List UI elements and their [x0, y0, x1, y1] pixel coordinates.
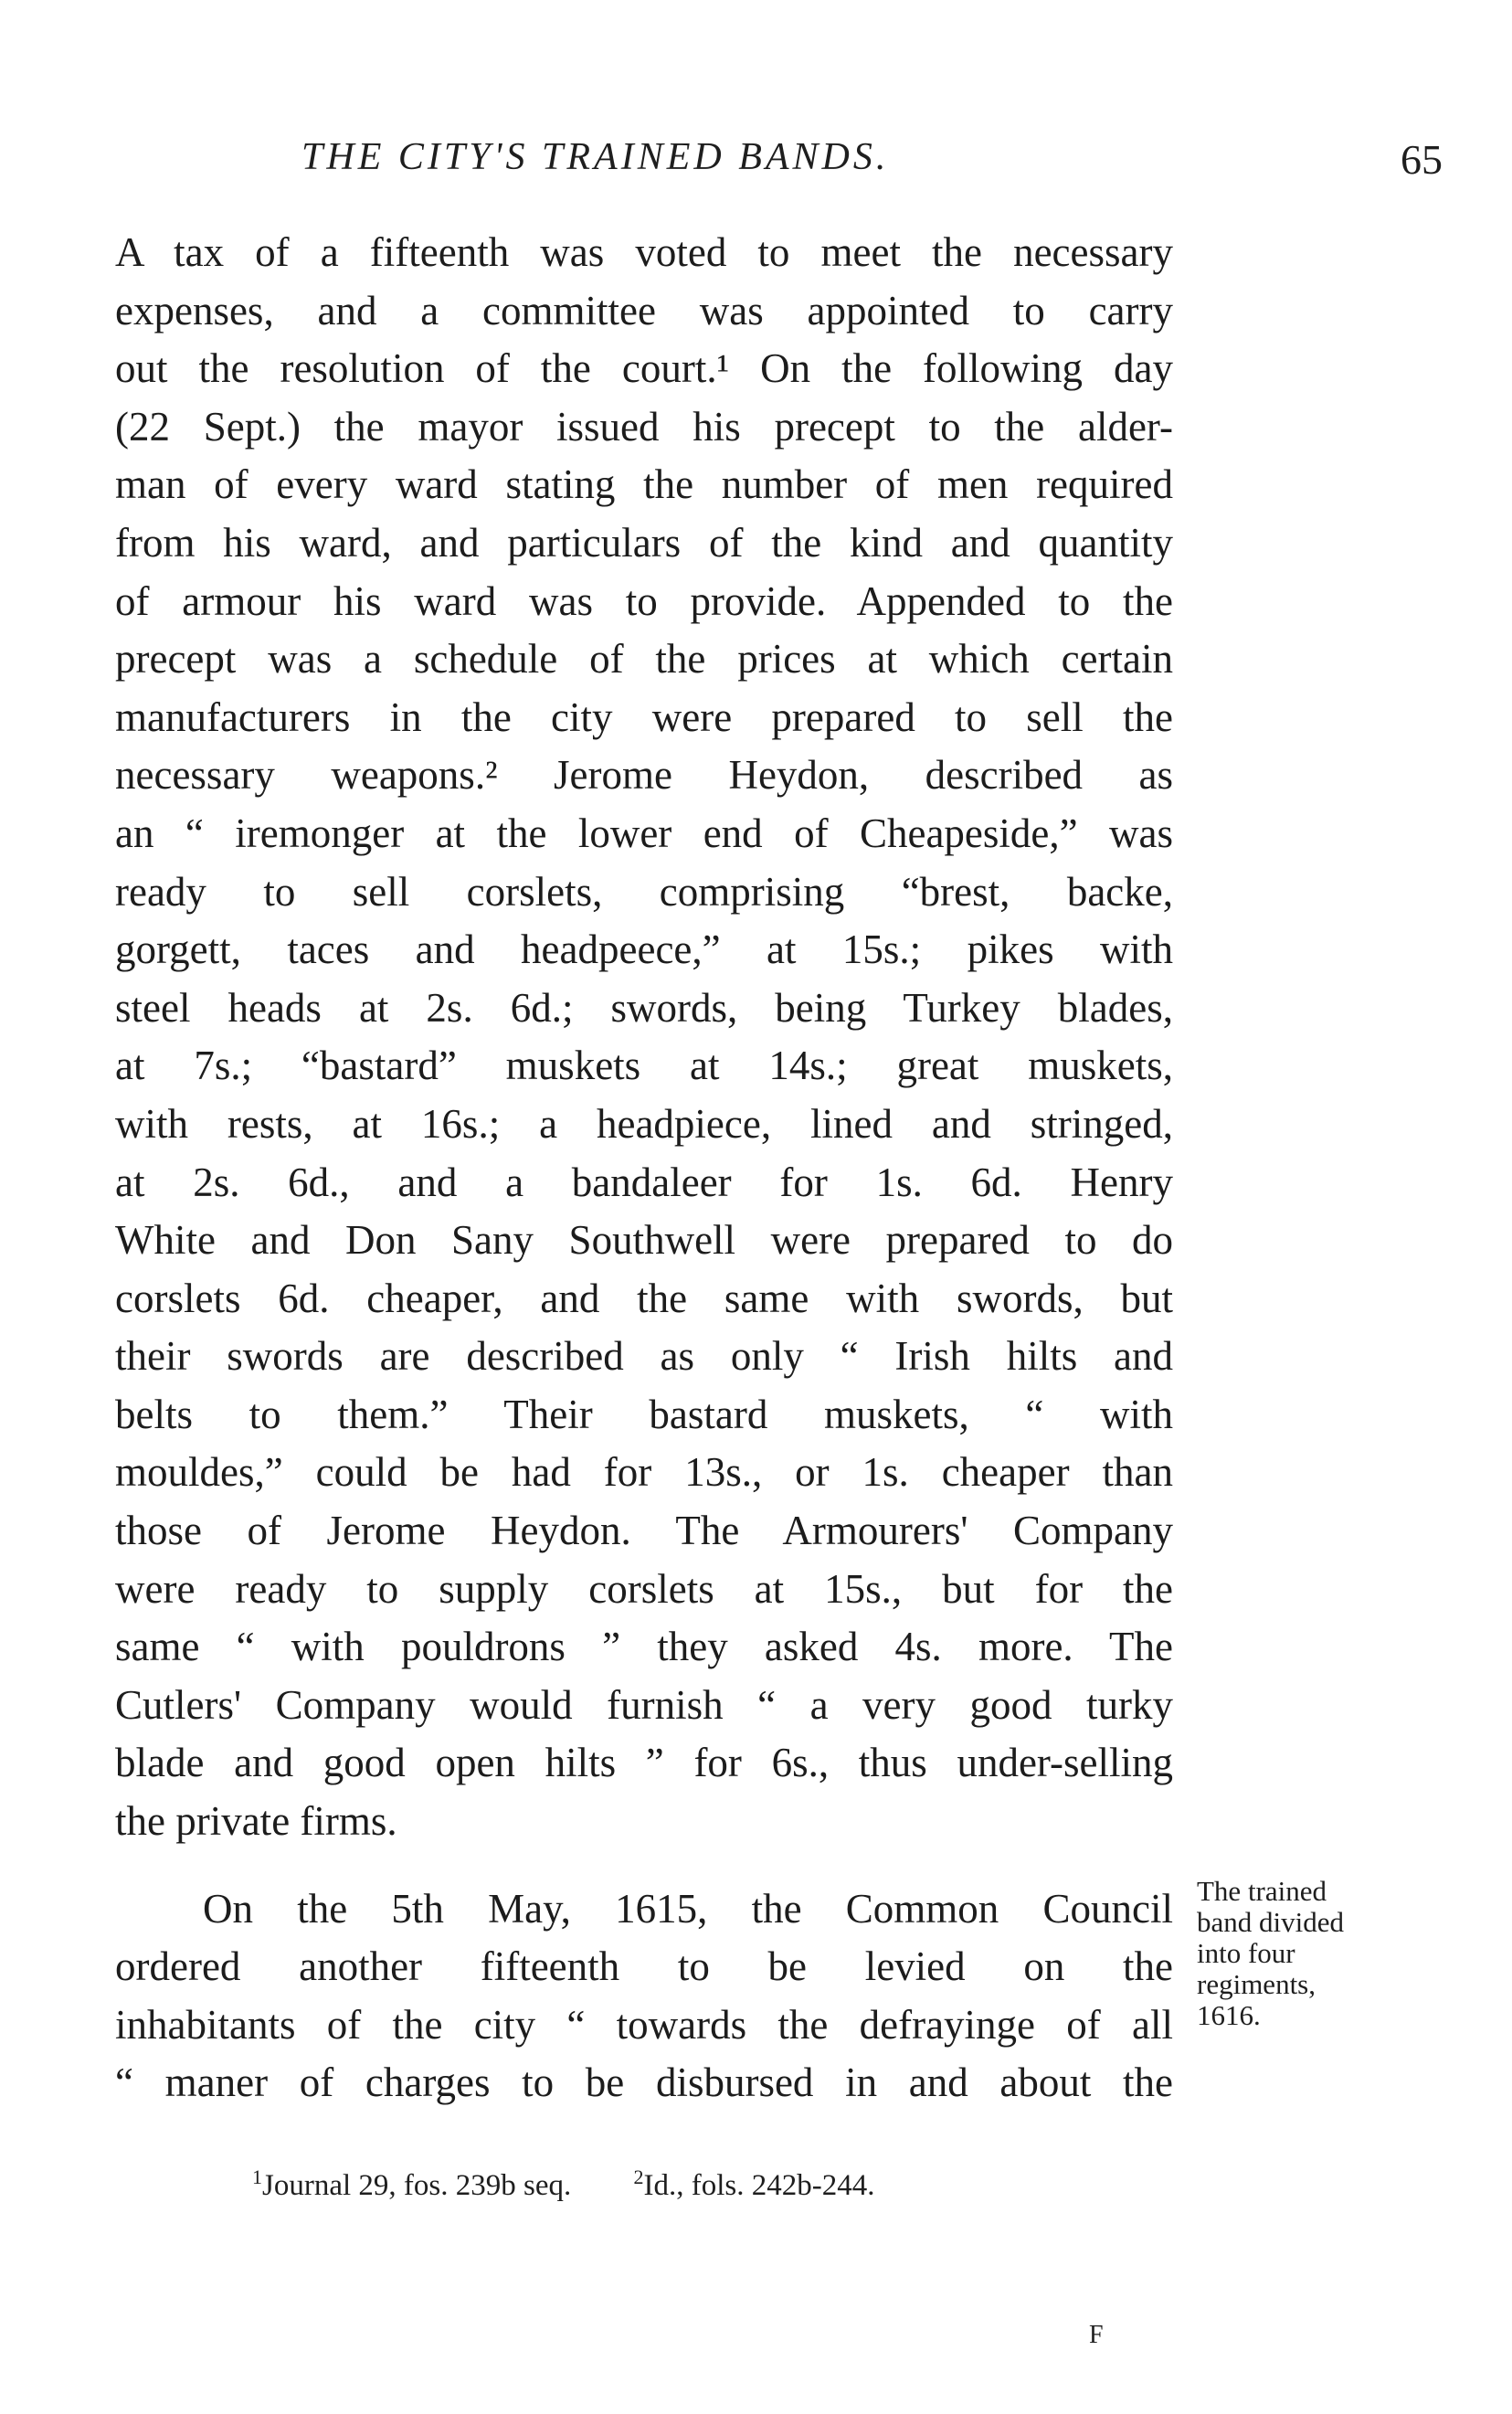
text-line: of armour his ward was to provide. Appended to the — [115, 577, 1173, 624]
text-line: were ready to supply corslets at 15s., but for the — [115, 1565, 1173, 1612]
footnote-marker: 2 — [633, 2165, 644, 2188]
text-line: man of every ward stating the number of men required — [115, 461, 1173, 508]
text-line: at 7s.; “bastard” muskets at 14s.; great muskets, — [115, 1043, 1173, 1089]
margin-note-line: into four — [1197, 1937, 1295, 1969]
page-number: 65 — [1401, 136, 1443, 183]
text-line: at 2s. 6d., and a bandaleer for 1s. 6d. Henry — [115, 1159, 1173, 1205]
paragraph-1 — [115, 224, 1173, 1851]
margin-note-line: band divided — [1197, 1906, 1344, 1938]
text-line: from his ward, and particulars of the kind and quantity — [115, 519, 1173, 566]
footnote-2 — [633, 2165, 875, 2202]
footnote-marker: 1 — [252, 2165, 262, 2188]
margin-note-line: The trained — [1197, 1875, 1327, 1907]
paragraph-gap — [115, 1851, 1173, 1880]
text-line: blade and good open hilts ” for 6s., thus under-selling — [115, 1740, 1173, 1786]
text-line: ordered another fifteenth to be levied on the — [115, 1943, 1173, 1990]
text-line: their swords are described as only “ Irish hilts and — [115, 1333, 1173, 1380]
text-line: an “ iremonger at the lower end of Cheapeside,” was — [115, 810, 1173, 856]
text-line: the private firms. — [115, 1798, 397, 1845]
footnotes — [252, 2165, 874, 2203]
text-line: corslets 6d. cheaper, and the same with swords, but — [115, 1275, 1173, 1321]
running-title: THE CITY'S TRAINED BANDS. — [301, 136, 890, 178]
text-line: same “ with pouldrons ” they asked 4s. more. The — [115, 1624, 1173, 1670]
text-line: expenses, and a committee was appointed to carry — [115, 287, 1173, 334]
text-line: those of Jerome Heydon. The Armourers' Company — [115, 1508, 1173, 1554]
body-text — [115, 224, 1173, 2112]
text-line: Cutlers' Company would furnish “ a very good turky — [115, 1681, 1173, 1728]
signature-mark: F — [1089, 2321, 1104, 2349]
text-line: inhabitants of the city “ towards the defrayinge of all — [115, 2001, 1173, 2048]
text-line: out the resolution of the court.¹ On the following day — [115, 345, 1173, 392]
text-line: belts to them.” Their bastard muskets, “ with — [115, 1391, 1173, 1437]
text-line: gorgett, taces and headpeece,” at 15s.; pikes with — [115, 926, 1173, 973]
text-line: manufacturers in the city were prepared to sell the — [115, 693, 1173, 740]
text-line: A tax of a fifteenth was voted to meet the necessary — [115, 229, 1173, 275]
margin-note-line: regiments, — [1197, 1968, 1316, 2000]
margin-note-line: 1616. — [1197, 1999, 1261, 2031]
text-line: steel heads at 2s. 6d.; swords, being Turkey blades, — [115, 984, 1173, 1031]
text-line: ready to sell corslets, comprising “brest, backe, — [115, 868, 1173, 915]
text-line: “ maner of charges to be disbursed in and about the — [115, 2059, 1173, 2106]
footnote-1 — [252, 2165, 572, 2202]
text-line: precept was a schedule of the prices at which certain — [115, 636, 1173, 683]
footnote-text: Id., fols. 242b-244. — [643, 2169, 875, 2202]
text-line: mouldes,” could be had for 13s., or 1s. cheaper than — [115, 1449, 1173, 1496]
text-line: On the 5th May, 1615, the Common Council — [203, 1885, 1173, 1932]
margin-note — [1197, 1876, 1407, 2031]
text-line: White and Don Sany Southwell were prepared to do — [115, 1217, 1173, 1264]
text-line: (22 Sept.) the mayor issued his precept to the alder- — [115, 403, 1173, 450]
text-line: necessary weapons.² Jerome Heydon, described as — [115, 752, 1173, 799]
paragraph-2 — [115, 1880, 1173, 2112]
footnote-text: Journal 29, fos. 239b seq. — [262, 2169, 572, 2202]
text-line: with rests, at 16s.; a headpiece, lined and stringed, — [115, 1100, 1173, 1147]
